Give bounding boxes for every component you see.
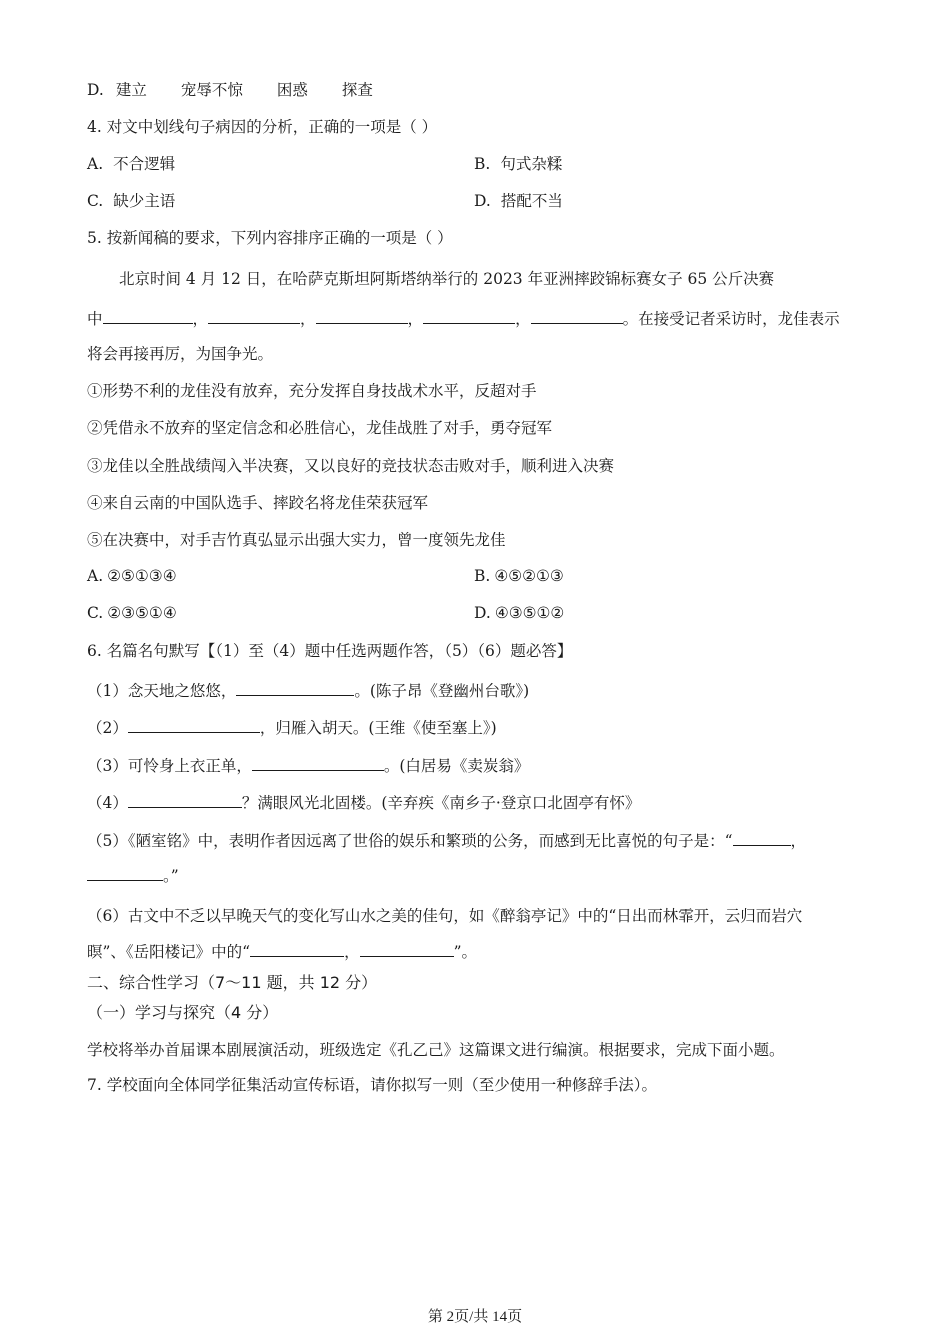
option-word-1: 建立 <box>115 81 147 99</box>
answer-blank[interactable] <box>128 791 242 808</box>
q5-item-5: ⑤在决赛中，对手吉竹真弘显示出强大实力，曾一度领先龙佳 <box>87 531 506 549</box>
q6-part-1: （1）念天地之悠悠， 。(陈子昂《登幽州台歌》) <box>87 679 864 702</box>
q4-option-c[interactable]: C. 缺少主语 <box>87 192 176 210</box>
q5-option-b[interactable]: B. ④⑤②①③ <box>474 567 564 585</box>
q6-part-5-cont: 。” <box>87 864 864 887</box>
q6-part-2: （2） ，归雁入胡天。(王维《使至塞上》) <box>87 716 864 739</box>
q7-stem: 7. 学校面向全体同学征集活动宣传标语，请你拟写一则（至少使用一种修辞手法）。 <box>87 1076 657 1094</box>
q6-part-4: （4） ？满眼风光北固楼。(辛弃疾《南乡子·登京口北固亭有怀》 <box>87 791 864 814</box>
answer-blank[interactable] <box>87 864 163 881</box>
q5-option-a[interactable]: A. ②⑤①③④ <box>87 567 177 585</box>
q5-item-2: ②凭借永不放弃的坚定信念和必胜信心，龙佳战胜了对手，勇夺冠军 <box>87 419 553 437</box>
q6-part-6: （6）古文中不乏以早晚天气的变化写山水之美的佳句，如《醉翁亭记》中的“日出而林霏开，云归而岩穴 <box>87 907 803 925</box>
q4-option-b[interactable]: B. 句式杂糅 <box>474 155 563 173</box>
section-title: 二、综合性学习（7～11 题，共 12 分） <box>87 973 378 992</box>
q4-stem: 4. 对文中划线句子病因的分析，正确的一项是（ ） <box>87 118 438 136</box>
answer-blank[interactable] <box>236 679 354 696</box>
answer-blank[interactable] <box>250 940 344 957</box>
option-letter: D. <box>87 81 104 99</box>
q5-passage-end: 将会再接再厉，为国争光。 <box>87 345 274 363</box>
q6-stem: 6. 名篇名句默写【（1）至（4）题中任选两题作答，（5）（6）题必答】 <box>87 642 573 660</box>
answer-blank[interactable] <box>360 940 454 957</box>
q6-part-3: （3）可怜身上衣正单， 。(白居易《卖炭翁》 <box>87 754 864 777</box>
option-word-4: 探查 <box>341 81 373 99</box>
answer-blank[interactable] <box>128 716 260 733</box>
answer-blank-2[interactable] <box>208 306 300 324</box>
page-footer: 第 2页/共 14页 <box>427 1309 523 1325</box>
answer-blank[interactable] <box>733 829 791 846</box>
option-word-3: 困惑 <box>276 81 308 99</box>
q5-options-row-2 <box>87 602 864 624</box>
q5-item-1: ①形势不利的龙佳没有放弃，充分发挥自身技战术水平，反超对手 <box>87 382 537 400</box>
q5-passage-mid: 中 ， ， ， ， 。在接受记者采访时，龙佳表示 <box>87 306 864 330</box>
answer-blank-1[interactable] <box>103 306 193 324</box>
q6-part-6-cont: 暝”、《岳阳楼记》中的“ ， ”。 <box>87 940 864 963</box>
q4-options-row-2 <box>87 190 864 212</box>
section-intro: 学校将举办首届课本剧展演活动，班级选定《孔乙己》这篇课文进行编演。根据要求，完成下面小题。 <box>87 1041 785 1059</box>
q5-options-row-1 <box>87 565 864 587</box>
passage-prefix: 中 <box>87 310 103 328</box>
q5-item-3: ③龙佳以全胜战绩闯入半决赛，又以良好的竞技状态击败对手，顺利进入决赛 <box>87 457 615 475</box>
answer-blank-4[interactable] <box>423 306 515 324</box>
answer-blank[interactable] <box>252 754 384 771</box>
q5-item-4: ④来自云南的中国队选手、摔跤名将龙佳荣获冠军 <box>87 494 429 512</box>
q6-part-5: （5）《陋室铭》中，表明作者因远离了世俗的娱乐和繁琐的公务，而感到无比喜悦的句子是：“ ， <box>87 829 864 852</box>
q5-option-c[interactable]: C. ②③⑤①④ <box>87 604 177 622</box>
q5-stem: 5. 按新闻稿的要求，下列内容排序正确的一项是（ ） <box>87 229 453 247</box>
section-subtitle: （一）学习与探究（4 分） <box>87 1003 279 1022</box>
q3-option-d <box>87 79 864 101</box>
q4-option-a[interactable]: A. 不合逻辑 <box>87 155 176 173</box>
q5-passage-start: 北京时间 4 月 12 日，在哈萨克斯坦阿斯塔纳举行的 2023 年亚洲摔跤锦标赛女子 65 公斤决赛 <box>119 270 775 288</box>
option-word-2: 宠辱不惊 <box>180 81 243 99</box>
q5-option-d[interactable]: D. ④③⑤①② <box>474 604 565 622</box>
q4-option-d[interactable]: D. 搭配不当 <box>474 192 563 210</box>
answer-blank-3[interactable] <box>316 306 408 324</box>
answer-blank-5[interactable] <box>531 306 623 324</box>
passage-suffix: 。在接受记者采访时，龙佳表示 <box>622 310 840 328</box>
q4-options-row-1 <box>87 153 864 175</box>
